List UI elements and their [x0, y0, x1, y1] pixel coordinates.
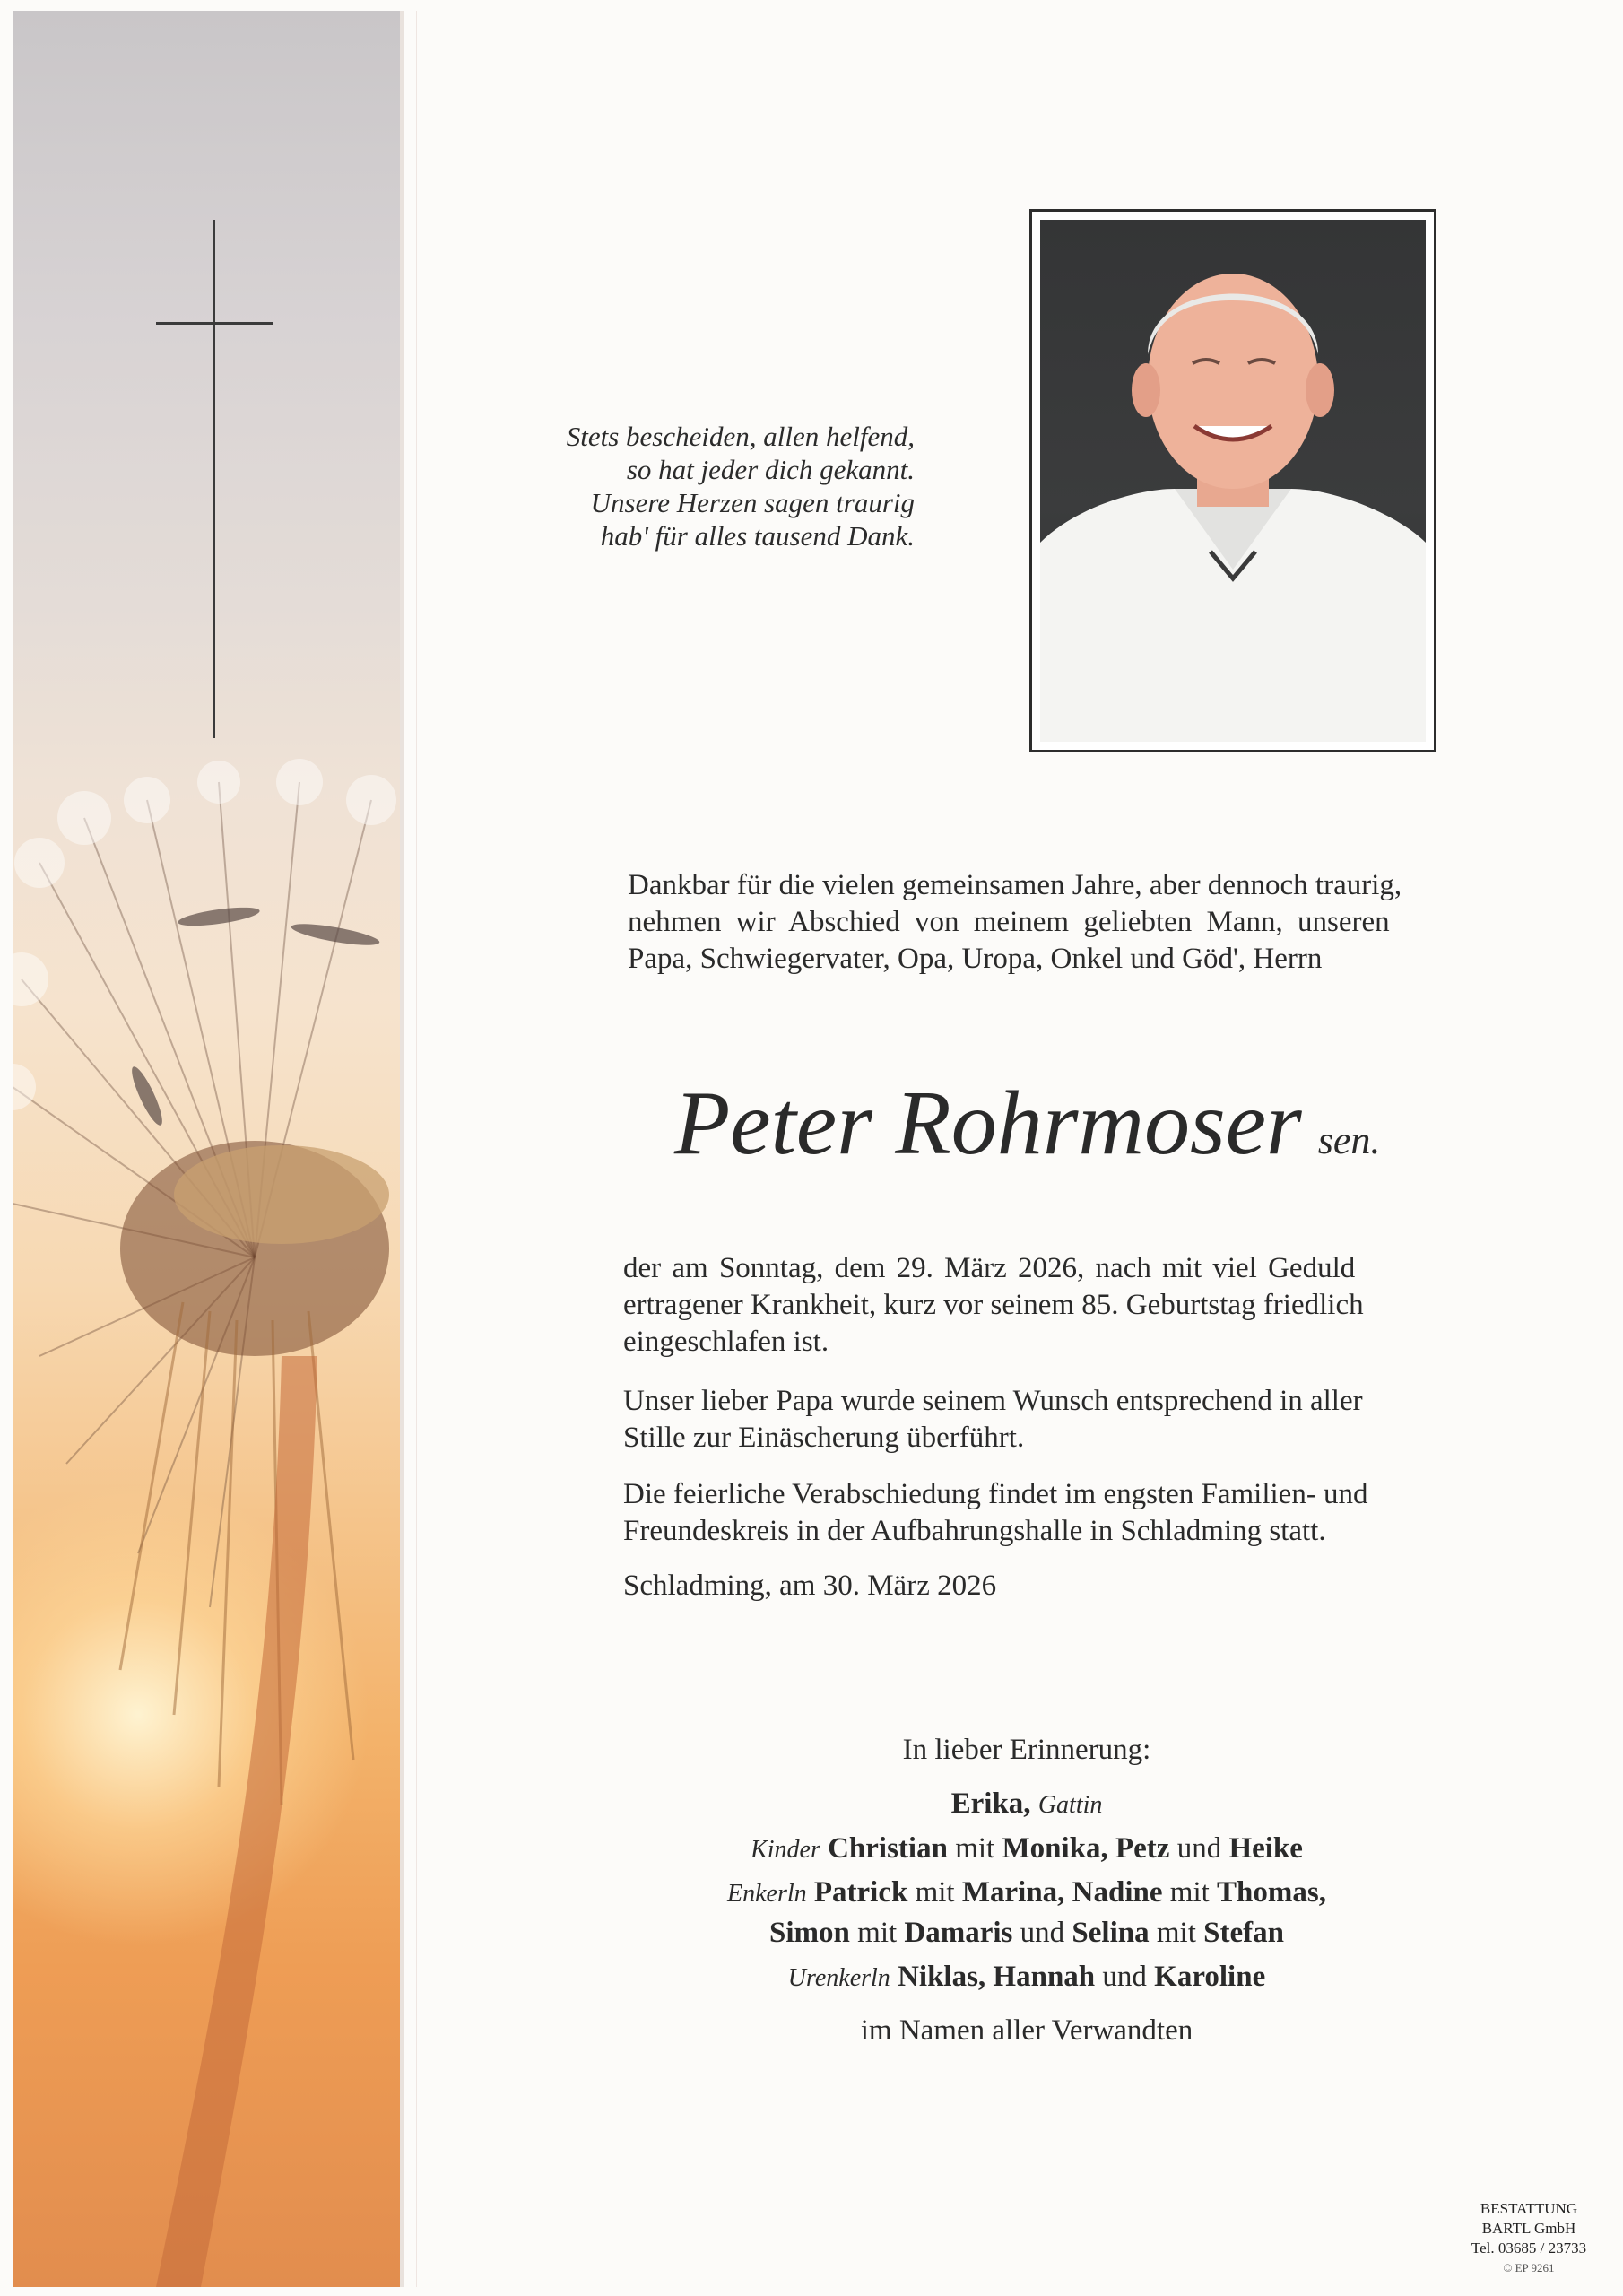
mourners-closing: im Namen aller Verwandten: [860, 2014, 1193, 2047]
paragraph-line: eingeschlafen ist.: [623, 1326, 829, 1358]
grandchild-name: Selina: [1072, 1917, 1150, 1949]
portrait-frame: [1029, 209, 1436, 752]
child-name: Heike: [1228, 1832, 1303, 1865]
verse-line: Unsere Herzen sagen traurig: [590, 487, 915, 518]
deceased-suffix: sen.: [1317, 1118, 1381, 1162]
connector: und: [1102, 1961, 1147, 1993]
death-paragraph: [623, 1250, 1430, 1361]
child-name: Christian: [828, 1832, 948, 1865]
grandchild-name: Thomas,: [1217, 1876, 1326, 1909]
footer-line: Tel. 03685 / 23733: [1471, 2239, 1587, 2257]
place-date-text: Schladming, am 30. März 2026: [623, 1570, 997, 1602]
connector: mit: [955, 1832, 995, 1865]
wife-name: Erika,: [950, 1787, 1031, 1820]
mourner-great-grandchildren: [646, 1955, 1408, 2000]
cross-icon-bar: [156, 322, 273, 325]
strip-edge: [400, 11, 404, 2287]
deceased-name: [674, 1074, 1380, 1190]
mourner-grandchildren-2: [646, 1911, 1408, 1954]
dandelion-sunset-image: [13, 11, 400, 2287]
paragraph-line: Freundeskreis in der Aufbahrungshalle in Schladming statt.: [623, 1515, 1326, 1547]
grandchild-name: Patrick: [813, 1876, 908, 1909]
place-date: [623, 1568, 1430, 1605]
intro-text: [628, 867, 1419, 978]
paragraph-line: Unser lieber Papa wurde seinem Wunsch entsprechend in aller: [623, 1385, 1363, 1417]
cremation-paragraph: [623, 1383, 1430, 1457]
child-name: Monika, Petz: [1002, 1832, 1170, 1865]
wife-role: Gattin: [1037, 1791, 1103, 1819]
great-grandchild-name: Karoline: [1154, 1961, 1266, 1993]
grandchild-name: Marina, Nadine: [961, 1876, 1163, 1909]
connector: mit: [1169, 1876, 1210, 1909]
portrait-photo: [1040, 220, 1426, 742]
memorial-verse: [502, 420, 915, 552]
funeral-home-footer: [1453, 2199, 1605, 2278]
footer-line: BESTATTUNG: [1480, 2200, 1578, 2217]
paragraph-line: Die feierliche Verabschiedung findet im engsten Familien- und: [623, 1478, 1368, 1510]
ceremony-paragraph: [623, 1476, 1430, 1550]
grandchild-name: Simon: [769, 1917, 850, 1949]
verse-line: Stets bescheiden, allen helfend,: [566, 421, 915, 452]
verse-line: hab' für alles tausend Dank.: [600, 520, 915, 552]
mourners-heading: In lieber Erinnerung:: [902, 1734, 1151, 1766]
paragraph-line: Stille zur Einäscherung überführt.: [623, 1422, 1025, 1454]
dandelion-illustration: [13, 11, 400, 2287]
grandchild-name: Damaris: [904, 1917, 1013, 1949]
intro-line: Papa, Schwiegervater, Opa, Uropa, Onkel und Göd', Herrn: [628, 943, 1323, 975]
connector: und: [1176, 1832, 1222, 1865]
connector: und: [1020, 1917, 1065, 1949]
verse-line: so hat jeder dich gekannt.: [626, 454, 915, 485]
intro-line: nehmen wir Abschied von meinem geliebten Mann, unseren: [628, 906, 1390, 938]
grandchild-name: Stefan: [1203, 1917, 1284, 1949]
connector: mit: [857, 1917, 898, 1949]
children-role: Kinder: [751, 1836, 820, 1864]
connector: mit: [915, 1876, 955, 1909]
portrait-illustration: [1040, 220, 1426, 742]
cross-icon: [213, 220, 215, 738]
divider-line: [416, 11, 417, 2287]
great-grandchild-name: Niklas, Hannah: [898, 1961, 1096, 1993]
grandchildren-role: Enkerln: [726, 1880, 807, 1908]
intro-line: Dankbar für die vielen gemeinsamen Jahre, aber dennoch traurig,: [628, 869, 1402, 901]
footer-line: © EP 9261: [1503, 2261, 1555, 2274]
footer-line: BARTL GmbH: [1481, 2220, 1576, 2237]
connector: mit: [1156, 1917, 1196, 1949]
great-grandchildren-role: Urenkerln: [787, 1964, 890, 1992]
mourner-grandchildren: [646, 1871, 1408, 1916]
mourner-wife: [646, 1782, 1408, 1827]
deceased-full-name: Peter Rohrmoser: [674, 1073, 1302, 1174]
paragraph-line: ertragener Krankheit, kurz vor seinem 85. Geburtstag friedlich: [623, 1289, 1364, 1321]
paragraph-line: der am Sonntag, dem 29. März 2026, nach mit viel Geduld: [623, 1252, 1356, 1284]
mourner-children: [646, 1827, 1408, 1872]
